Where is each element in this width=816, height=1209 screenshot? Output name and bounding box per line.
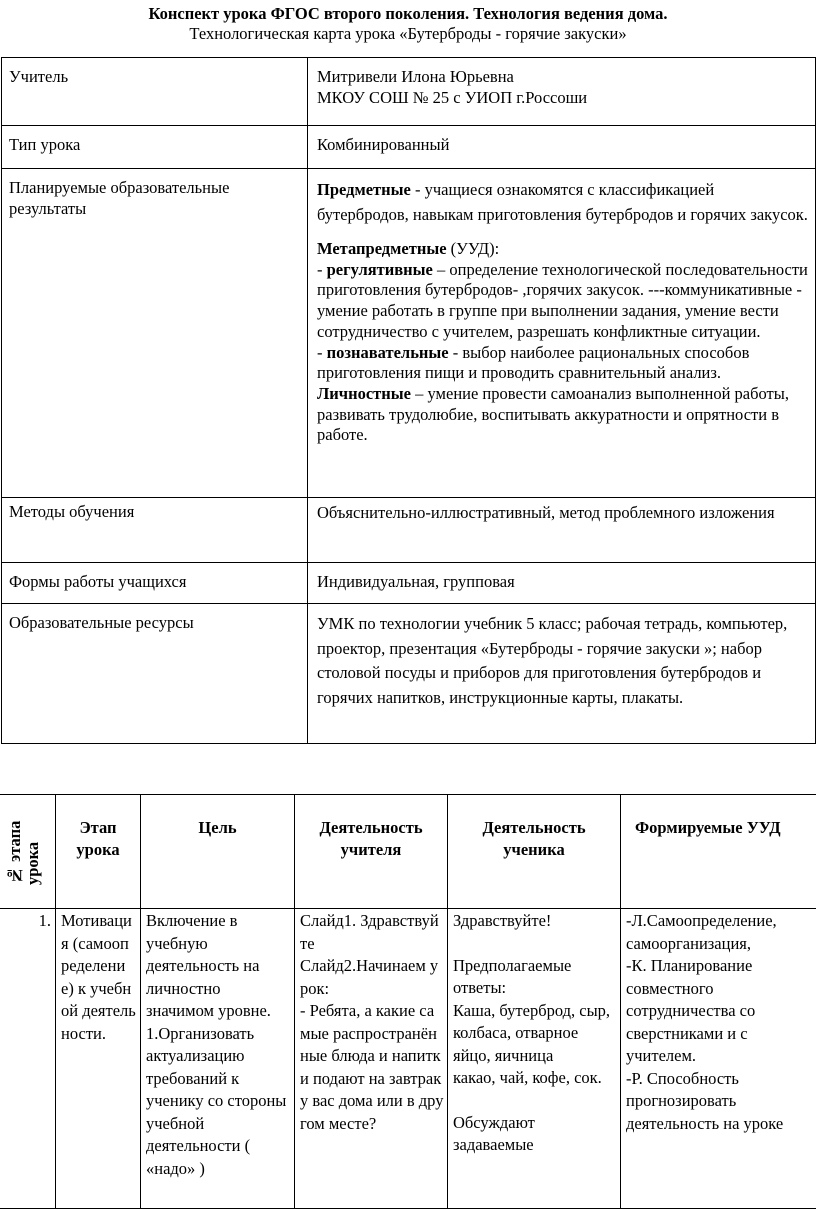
- teacher-value: [308, 58, 816, 126]
- regulatory-heading: регулятивные: [327, 260, 433, 279]
- methods-value: Объяснительно-иллюстративный, метод проблемного изложения: [308, 498, 816, 563]
- results-label: Планируемые образовательные результаты: [2, 169, 308, 498]
- lesson-info-table: [1, 57, 816, 744]
- stages-header-row: [0, 795, 816, 909]
- results-row: [2, 169, 816, 498]
- resources-row: [2, 604, 816, 744]
- meta-results: Метапредметные (УУД):: [317, 239, 809, 260]
- results-value: [308, 169, 816, 498]
- stage-name: Мотивация (самоопределение) к учебной деятельности.: [56, 909, 141, 1209]
- cognitive-results: - познавательные - выбор наиболее рациональных способов приготовления пищи и проводить сравнительный анализ.: [317, 343, 809, 384]
- subject-results: Предметные - учащиеся ознакомятся с классификацией бутербродов, навыкам приготовления бутербродов и горячих закусок.: [317, 177, 809, 227]
- lesson-type-label: Тип урока: [2, 126, 308, 169]
- lesson-type-value: Комбинированный: [308, 126, 816, 169]
- forms-row: [2, 563, 816, 604]
- teacher-name: Митривели Илона Юрьевна: [317, 66, 809, 87]
- document-title: Конспект урока ФГОС второго поколения. Технология ведения дома.: [0, 4, 816, 24]
- teacher-school: МКОУ СОШ № 25 с УИОП г.Россоши: [317, 87, 809, 108]
- regulatory-results: - регулятивные – определение технологической последовательности приготовления бутербродов- ,горячих закусок. ---коммуникативные - умение работать в группе при выполнении задания, умение вести сотрудничество с учителем, разрешать конфликтные ситуации.: [317, 260, 809, 343]
- cognitive-heading: познавательные: [327, 343, 449, 362]
- stage-goal: Включение в учебную деятельность на личностно значимом уровне. 1.Организовать актуализацию требований к ученику со стороны учебной деятельности ( «надо» ): [141, 909, 295, 1209]
- stage-row-1: [0, 909, 816, 1209]
- forms-label: Формы работы учащихся: [2, 563, 308, 604]
- header-goal: Цель: [141, 795, 295, 909]
- lesson-type-row: [2, 126, 816, 169]
- header-teacher-activity: Деятельность учителя: [295, 795, 448, 909]
- header-stage-number: № этапа урока: [0, 795, 56, 909]
- header-student-activity: Деятельность ученика: [448, 795, 621, 909]
- teacher-label: Учитель: [2, 58, 308, 126]
- lesson-stages-table: [0, 794, 816, 1209]
- document-subtitle: Технологическая карта урока «Бутерброды - горячие закуски»: [0, 24, 816, 44]
- resources-label: Образовательные ресурсы: [2, 604, 308, 744]
- personal-results: Личностные – умение провести самоанализ выполненной работы, развивать трудолюбие, воспитывать аккуратности и опрятности в работе.: [317, 384, 809, 446]
- header-uud: Формируемые УУД: [621, 795, 816, 909]
- forms-value: Индивидуальная, групповая: [308, 563, 816, 604]
- stage-student-activity: Здравствуйте! Предполагаемые ответы: Каша, бутерброд, сыр, колбаса, отварное яйцо, яичница какао, чай, кофе, сок. Обсуждают задаваемые: [448, 909, 621, 1209]
- meta-results-heading: Метапредметные: [317, 239, 447, 258]
- stage-number: 1.: [0, 909, 56, 1209]
- stage-teacher-activity: Слайд1. Здравствуйте Слайд2.Начинаем урок: - Ребята, а какие самые распространённые блюда и напитки подают на завтрак у вас дома или в другом месте?: [295, 909, 448, 1209]
- resources-value: УМК по технологии учебник 5 класс; рабочая тетрадь, компьютер, проектор, презентация «Бутерброды - горячие закуски »; набор столовой посуды и приборов для приготовления бутербродов и горячих напитков, инструкционные карты, плакаты.: [308, 604, 816, 744]
- personal-heading: Личностные: [317, 384, 411, 403]
- methods-label: Методы обучения: [2, 498, 308, 563]
- teacher-row: [2, 58, 816, 126]
- header-stage: Этап урока: [56, 795, 141, 909]
- methods-row: [2, 498, 816, 563]
- subject-results-heading: Предметные: [317, 180, 411, 199]
- stage-uud: -Л.Самоопределение, самоорганизация, -К. Планирование совместного сотрудничества со сверстниками и с учителем. -Р. Способность прогнозировать деятельность на уроке: [621, 909, 816, 1209]
